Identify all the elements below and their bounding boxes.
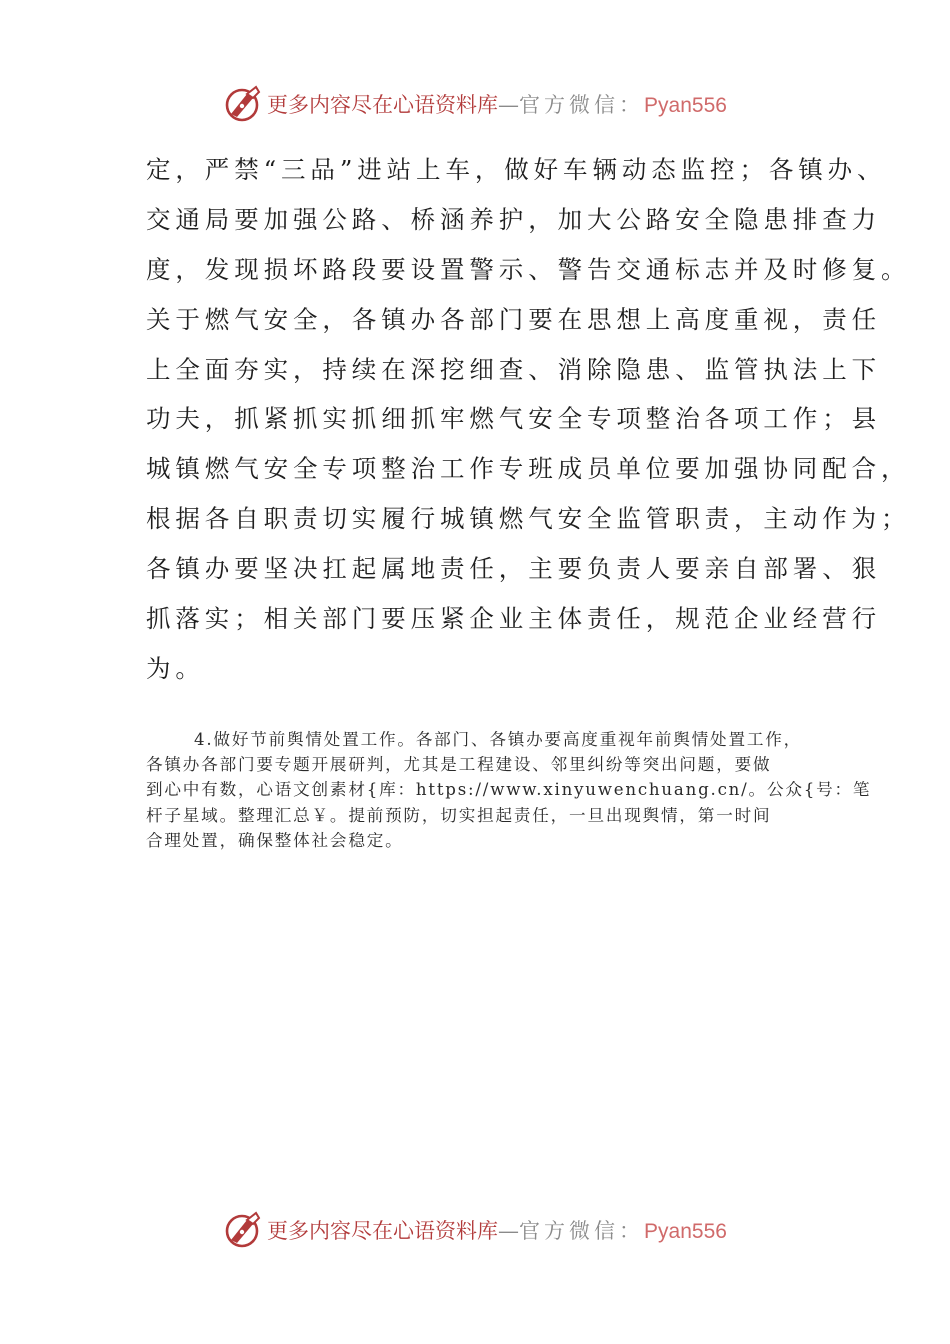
body-line: 各镇办要坚决扛起属地责任，主要负责人要亲自部署、狠 xyxy=(146,554,881,584)
para4-line: 各镇办各部门要专题开展研判，尤其是工程建设、邻里纠纷等突出问题，要做 xyxy=(146,755,772,775)
footer-banner xyxy=(0,1208,950,1252)
body-line: 度，发现损坏路段要设置警示、警告交通标志并及时修复。 xyxy=(146,254,911,284)
banner-official: 官方微信： xyxy=(519,1219,645,1243)
banner-separator: — xyxy=(498,1219,520,1243)
header-banner xyxy=(0,82,950,126)
body-line: 上全面夯实，持续在深挖细查、消除隐患、监管执法上下 xyxy=(146,354,881,384)
body-line: 为。 xyxy=(146,653,205,683)
banner-main: 更多内容尽在心语资料库 xyxy=(267,1219,499,1243)
banner-wechat-id: Pyan556 xyxy=(644,1220,727,1243)
body-line: 城镇燃气安全专项整治工作专班成员单位要加强协同配合， xyxy=(146,454,911,484)
body-line: 抓落实；相关部门要压紧企业主体责任，规范企业经营行 xyxy=(146,604,881,634)
body-line: 根据各自职责切实履行城镇燃气安全监管职责，主动作为； xyxy=(146,504,911,534)
banner-separator: — xyxy=(498,93,520,117)
banner-text xyxy=(267,89,727,119)
body-line: 功夫，抓紧抓实抓细抓牢燃气安全专项整治各项工作；县 xyxy=(146,404,881,434)
pen-nib-logo-icon xyxy=(223,1210,263,1250)
section-4-paragraph xyxy=(146,727,872,853)
body-line: 定，严禁“三品”进站上车，做好车辆动态监控；各镇办、 xyxy=(146,155,887,184)
para4-line: 到心中有数，心语文创素材{库：https://www.xinyuwenchuang.cn/。公众{号：笔 xyxy=(146,780,872,800)
banner-official: 官方微信： xyxy=(519,93,645,117)
pen-nib-logo-icon xyxy=(223,84,263,124)
body-line: 关于燃气安全，各镇办各部门要在思想上高度重视，责任 xyxy=(146,304,881,334)
banner-text xyxy=(267,1215,727,1245)
para4-line: 杆子星域。整理汇总￥。提前预防，切实担起责任，一旦出现舆情，第一时间 xyxy=(146,805,772,825)
body-line: 交通局要加强公路、桥涵养护，加大公路安全隐患排查力 xyxy=(146,204,881,234)
banner-main: 更多内容尽在心语资料库 xyxy=(267,93,499,117)
para4-line: 4.做好节前舆情处置工作。各部门、各镇办要高度重视年前舆情处置工作， xyxy=(194,730,803,749)
body-paragraph xyxy=(146,145,911,694)
banner-wechat-id: Pyan556 xyxy=(644,94,727,117)
para4-line: 合理处置，确保整体社会稳定。 xyxy=(146,830,404,850)
